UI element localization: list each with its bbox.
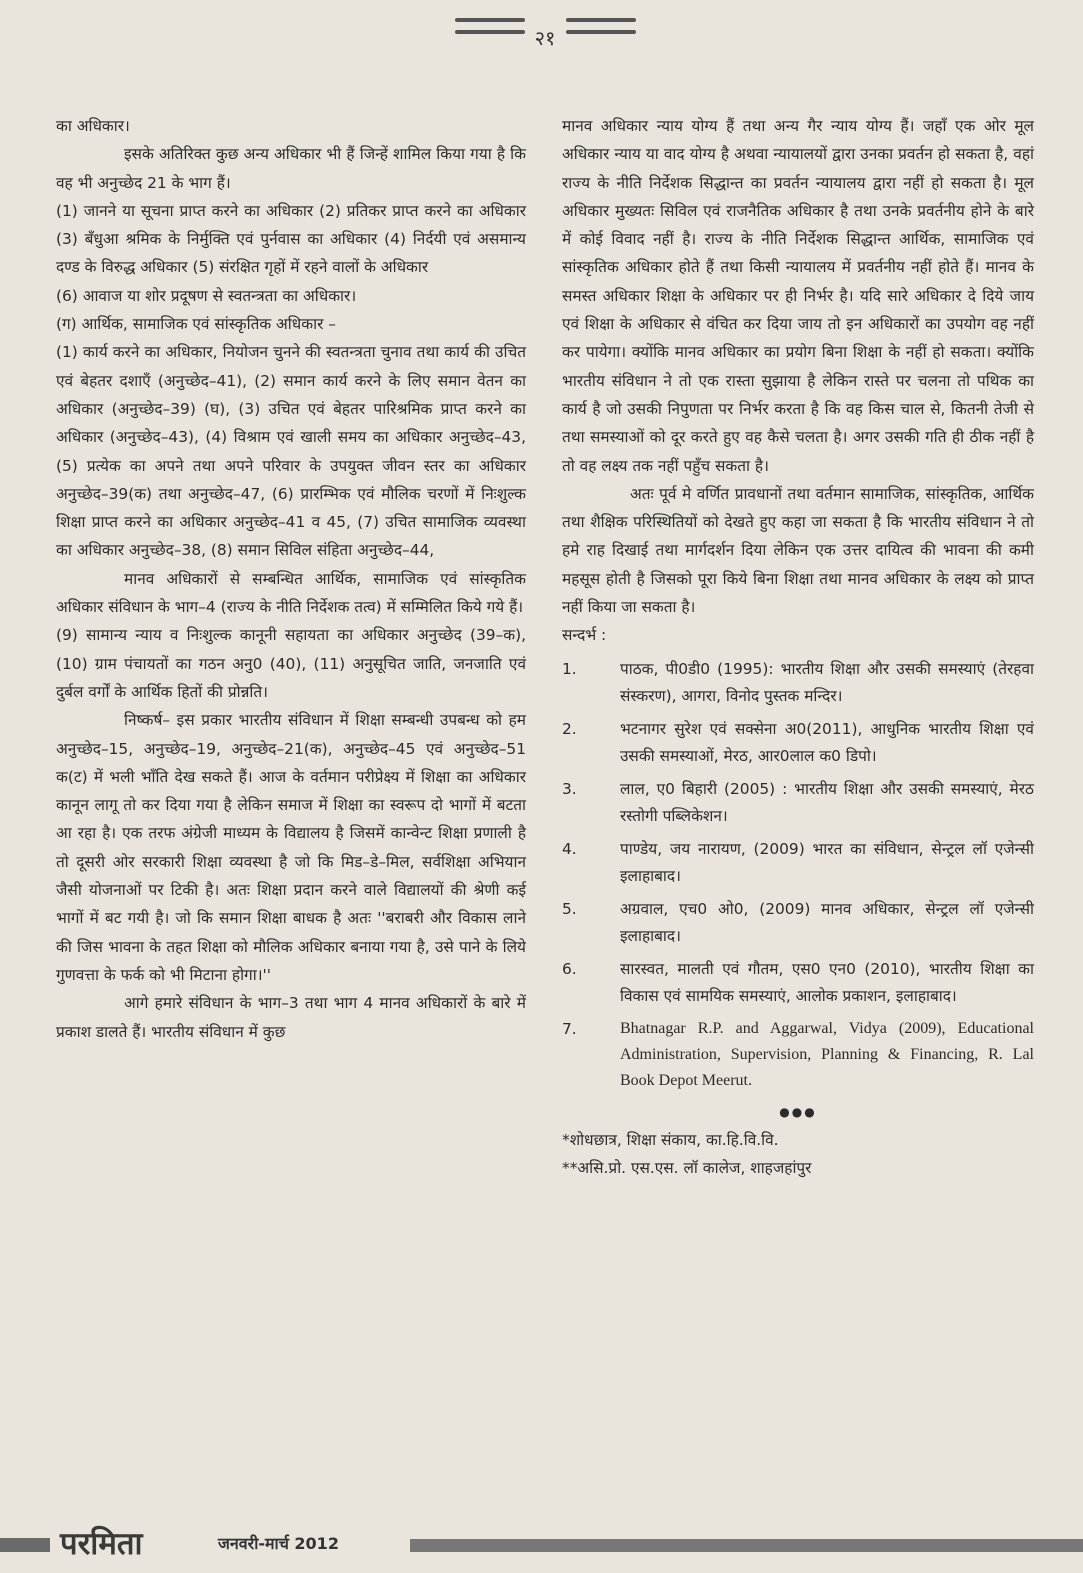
reference-text: पाठक, पी0डी0 (1995): भारतीय शिक्षा और उसकी समस्याएं (तेरहवा संस्करण), आगरा, विनोद पुस्तक मन्दिर। xyxy=(620,659,1034,705)
affiliation-1: *शोधछात्र, शिक्षा संकाय, का.हि.वि.वि. xyxy=(562,1130,779,1149)
paragraph: निष्कर्ष– इस प्रकार भारतीय संविधान में शिक्षा सम्बन्धी उपबन्ध को हम अनुच्छेद–15, अनुच्छेद–19, अनुच्छेद–21(क), अनुच्छेद–45 एवं अनुच्छेद–51 क(ट) में भली भाँति देख सकते हैं। आज के वर्तमान परीप्रेक्ष्य में शिक्षा का अधिकार कानून लागू तो कर दिया गया है लेकिन समाज में शिक्षा का स्वरूप दो भागों में बटता आ रहा है। एक तरफ अंग्रेजी माध्यम के विद्यालय है जिसमें कान्वेन्ट शिक्षा प्रणाली है तो दूसरी ओर सरकारी शिक्षा व्यवस्था है जो कि मिड–डे–मिल, सर्वशिक्षा अभियान जैसी योजनाओं पर टिकी है। अतः शिक्षा प्रदान करने वाले विद्यालयों की श्रेणी कई भागों में बट गयी है। जो कि समान शिक्षा बाधक है अतः ''बराबरी और विकास लाने की जिस भावना के तहत शिक्षा को मौलिक अधिकार बनाया गया है, उसे पाने के लिये गुणवत्ता के फर्क को भी मिटाना होगा।'' xyxy=(56,711,526,984)
reference-text: भटनागर सुरेश एवं सक्सेना अ0(2011), आधुनिक भारतीय शिक्षा एवं उसकी समस्याओं, मेरठ, आर0लाल क0 डिपो। xyxy=(620,719,1034,765)
paragraph: मानव अधिकारों से सम्बन्धित आर्थिक, सामाजिक एवं सांस्कृतिक अधिकार संविधान के भाग–4 (राज्य के नीति निर्देशक तत्व) में सम्मिलित किये गये हैं। xyxy=(56,569,526,617)
issue-date: जनवरी-मार्च 2012 xyxy=(218,1534,339,1553)
reference-number: 6. xyxy=(562,959,577,978)
affiliation-2: **असि.प्रो. एस.एस. लॉ कालेज, शाहजहांपुर xyxy=(562,1158,812,1177)
paragraph: (1) कार्य करने का अधिकार, नियोजन चुनने की स्वतन्त्रता चुनाव तथा कार्य की उचित एवं बेहतर दशाएँ (अनुच्छेद–41), (2) समान कार्य करने के लिए समान वेतन का अधिकार (अनुच्छेद–39) (घ), (3) उचित एवं बेहतर पारिश्रमिक प्राप्त करने का अधिकार (अनुच्छेद–43), (4) विश्राम एवं खाली समय का अधिकार अनुच्छेद–43, (5) प्रत्येक का अपने तथा अपने परिवार के उपयुक्त जीवन स्तर का अधिकार अनुच्छेद–39(क) तथा अनुच्छेद–47, (6) प्रारम्भिक एवं मौलिक चरणों में निःशुल्क शिक्षा प्राप्त करने का अधिकार अनुच्छेद–41 व 45, (7) उचित सामाजिक व्यवस्था का अधिकार अनुच्छेद–38, (8) समान सिविल संहिता अनुच्छेद–44, xyxy=(56,343,526,560)
reference-number: 7. xyxy=(562,1019,577,1038)
reference-text: Bhatnagar R.P. and Aggarwal, Vidya (2009), Educational Administration, Supervision, Planning & Financing, R. Lal Book Depot Meerut. xyxy=(620,1019,1034,1089)
reference-item xyxy=(562,896,1034,950)
reference-item xyxy=(562,716,1034,770)
left-column xyxy=(56,112,526,1046)
paragraph: आगे हमारे संविधान के भाग–3 तथा भाग 4 मानव अधिकारों के बारे में प्रकाश डालते हैं। भारतीय संविधान में कुछ xyxy=(56,994,526,1041)
page-number: २१ xyxy=(534,26,556,50)
references-list xyxy=(562,656,1034,1094)
reference-text: अग्रवाल, एच0 ओ0, (2009) मानव अधिकार, सेन्ट्रल लॉ एजेन्सी इलाहाबाद। xyxy=(620,899,1034,945)
magazine-brand: परमिता xyxy=(60,1526,143,1562)
reference-item xyxy=(562,956,1034,1010)
reference-item xyxy=(562,836,1034,890)
reference-number: 4. xyxy=(562,839,577,858)
paragraph: (1) जानने या सूचना प्राप्त करने का अधिकार (2) प्रतिकर प्राप्त करने का अधिकार (3) बँधुआ श्रमिक के निर्मुक्ति एवं पुर्नवास का अधिकार (4) निर्दयी एवं असमान्य दण्ड के विरुद्ध अधिकार (5) संरक्षित गृहों में रहने वालों के अधिकार xyxy=(56,201,526,277)
page-footer xyxy=(0,1522,1083,1562)
page-header xyxy=(0,10,1083,54)
paragraph: अतः पूर्व मे वर्णित प्रावधानों तथा वर्तमान सामाजिक, सांस्कृतिक, आर्थिक तथा शैक्षिक परिस्थितियों को देखते हुए कहा जा सकता है कि भारतीय संविधान ने तो हमे राह दिखाई तथा मार्गदर्शन दिया लेकिन एक उत्तर दायित्व की भावना की कमी महसूस होती है जिसको पूरा किये बिना शिक्षा तथा मानव अधिकार के लक्ष्य को प्राप्त नहीं किया जा सकता है। xyxy=(562,484,1034,617)
reference-item xyxy=(562,1016,1034,1094)
reference-number: 5. xyxy=(562,899,577,918)
paragraph: इसके अतिरिक्त कुछ अन्य अधिकार भी हैं जिन्हें शामिल किया गया है कि वह भी अनुच्छेद 21 के भाग हैं। xyxy=(56,145,526,192)
paragraph: मानव अधिकार न्याय योग्य हैं तथा अन्य गैर न्याय योग्य हैं। जहाँ एक ओर मूल अधिकार न्याय या वाद योग्य है अथवा न्यायालयों द्वारा उनका प्रवर्तन हो सकता है, वहां राज्य के नीति निर्देशक सिद्धान्त का प्रवर्तन न्यायालय द्वारा नहीं हो सकता है। मूल अधिकार मुख्यतः सिविल एवं राजनैतिक अधिकार है तथा उनके प्रवर्तनीय होने के बारे में कोई विवाद नहीं है। राज्य के नीति निर्देशक सिद्धान्त आर्थिक, सामाजिक एवं सांस्कृतिक अधिकार होते हैं तथा किसी न्यायालय में प्रवर्तनीय नहीं होते हैं। मानव के समस्त अधिकार शिक्षा के अधिकार पर ही निर्भर है। यदि सारे अधिकार दे दिये जाय एवं शिक्षा के अधिकार से वंचित कर दिया जाय तो इन अधिकारों का उपयोग वह नहीं कर पायेगा। क्योंकि मानव अधिकार का प्रयोग बिना शिक्षा के नहीं हो सकता। क्योंकि भारतीय संविधान ने तो एक रास्ता सुझाया है लेकिन रास्ते पर चलना तो पथिक का कार्य है जो उसकी निपुणता पर निर्भर करता है कि वह किस चाल से, कितनी तेजी से तथा समस्याओं को दूर करते हुए वह कैसे चलता है। अगर उसकी गति ही ठीक नहीं है तो वह लक्ष्य तक नहीं पहुँच सकता है। xyxy=(562,117,1034,475)
end-divider: ●●● xyxy=(779,1104,817,1119)
reference-text: पाण्डेय, जय नारायण, (2009) भारत का संविधान, सेन्ट्रल लॉ एजेन्सी इलाहाबाद। xyxy=(620,839,1034,885)
reference-number: 1. xyxy=(562,659,577,678)
reference-item xyxy=(562,656,1034,710)
reference-text: लाल, ए0 बिहारी (2005) : भारतीय शिक्षा और उसकी समस्याएं, मेरठ रस्तोगी पब्लिकेशन। xyxy=(620,779,1034,825)
paragraph: (ग) आर्थिक, सामाजिक एवं सांस्कृतिक अधिकार – xyxy=(56,315,336,334)
right-column xyxy=(562,112,1034,1182)
footer-bar-right xyxy=(410,1539,1083,1552)
reference-number: 2. xyxy=(562,719,577,738)
paragraph: (9) सामान्य न्याय व निःशुल्क कानूनी सहायता का अधिकार अनुच्छेद (39–क), (10) ग्राम पंचायतों का गठन अनु0 (40), (11) अनुसूचित जाति, जनजाति एवं दुर्बल वर्गों के आर्थिक हितों की प्रोन्नति। xyxy=(56,626,526,701)
reference-number: 3. xyxy=(562,779,577,798)
paragraph: (6) आवाज या शोर प्रदूषण से स्वतन्त्रता का अधिकार। xyxy=(56,286,357,305)
right-paragraphs xyxy=(562,112,1034,621)
reference-text: सारस्वत, मालती एवं गौतम, एस0 एन0 (2010), भारतीय शिक्षा का विकास एवं सामयिक समस्याएं, आलोक प्रकाशन, इलाहाबाद। xyxy=(620,959,1034,1005)
paragraph: का अधिकार। xyxy=(56,117,130,135)
footer-bar-left xyxy=(0,1538,50,1552)
reference-item xyxy=(562,776,1034,830)
references-title: सन्दर्भ : xyxy=(562,626,607,645)
header-ornament-right xyxy=(566,18,636,48)
